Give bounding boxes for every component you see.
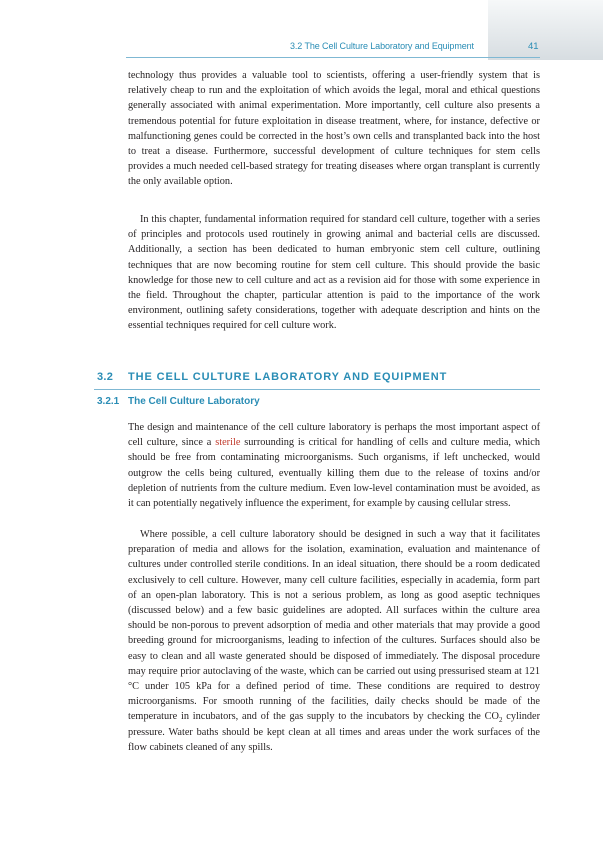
page-corner-tab [488, 0, 603, 60]
co2-subscript: 2 [498, 716, 503, 725]
p3-text-end: surrounding is critical for handling of cells and culture media, which should be free from contaminating microorganisms. Such organisms, if left unchecked, would outgrow the cells being cultured, eventually killing them due to the release of toxins and/or depletion of nutrients from the culture medium. Even low-level contamination must be avoided, as it can potentially negatively influence the experiment, for example by causing cellular stress. [128, 437, 540, 510]
section-title: THE CELL CULTURE LABORATORY AND EQUIPMENT [128, 371, 448, 383]
page-number: 41 [528, 41, 539, 52]
header-rule [126, 57, 540, 58]
p4-text-end: cylinder pressure. Water baths should be kept clean at all times and areas under the work surfaces of the flow cabinets cleaned of any spills. [128, 711, 540, 753]
paragraph-chapter-overview: In this chapter, fundamental information required for standard cell culture, together with a series of principles and protocols used routinely in growing animal and bacterial cells are discussed. Additionally, a section has been dedicated to human embryonic stem cell culture, outlining techniques that are now becoming routine for stem cell culture. This should provide the basic knowledge for those new to cell culture and act as a revision aid for those with some experience in the field. Throughout the chapter, particular attention is paid to the importance of the work environment, outlining safety considerations, together with adequate description and hints on the essential techniques required for cell culture work. [128, 214, 540, 332]
section-number: 3.2 [97, 371, 114, 383]
running-head: 3.2 The Cell Culture Laboratory and Equipment [290, 41, 474, 51]
subsection-title: The Cell Culture Laboratory [128, 396, 260, 407]
p4-text-start: Where possible, a cell culture laboratory should be designed in such a way that it facilitates preparation of media and allows for the isolation, examination, evaluation and maintenance of cultures under controlled sterile conditions. In an ideal situation, there should be a room dedicated exclusively to cell culture. However, many cell culture facilities, especially in academia, form part of an open-plan laboratory. This is not a serious problem, as long as good aseptic techniques (discussed below) and a few basic guidelines are adopted. All surfaces within the culture area should be non-porous to prevent adsorption of media and other materials that may provide a good breeding ground for microorganisms, leading to infection of the cultures. Surfaces should also be easy to clean and all waste generated should be disposed of immediately. The disposal procedure may require prior autoclaving of the waste, which can be carried out using pressurised steam at 121 °C under 105 kPa for a defined period of time. These conditions are required to destroy microorganisms. For smooth running of the facilities, daily checks should be made of the temperature in incubators, and of the gas supply to the incubators by checking the CO [128, 529, 540, 723]
section-rule [94, 389, 540, 390]
glossary-term-sterile: sterile [215, 437, 241, 449]
paragraph-intro-continued: technology thus provides a valuable tool to scientists, offering a user-friendly system that is relatively cheap to run and the exploitation of which avoids the legal, moral and ethical questions generally associated with animal experimentation. More importantly, cell culture also presents a tremendous potential for future exploitation in disease treatment, where, for instance, defective or malfunctioning genes could be corrected in the host’s own cells and transplanted back into the host to treat a disease. Furthermore, successful development of culture techniques for stem cells provides a much needed cell-based strategy for treating diseases where organ transplant is currently the only available option. [128, 70, 540, 188]
subsection-number: 3.2.1 [97, 396, 120, 407]
paragraph-lab-guidelines [128, 527, 540, 755]
p3-text-start: The design and maintenance of the cell culture laboratory is perhaps the most important aspect of cell culture, since a [128, 422, 540, 449]
paragraph-lab-design [128, 420, 540, 511]
